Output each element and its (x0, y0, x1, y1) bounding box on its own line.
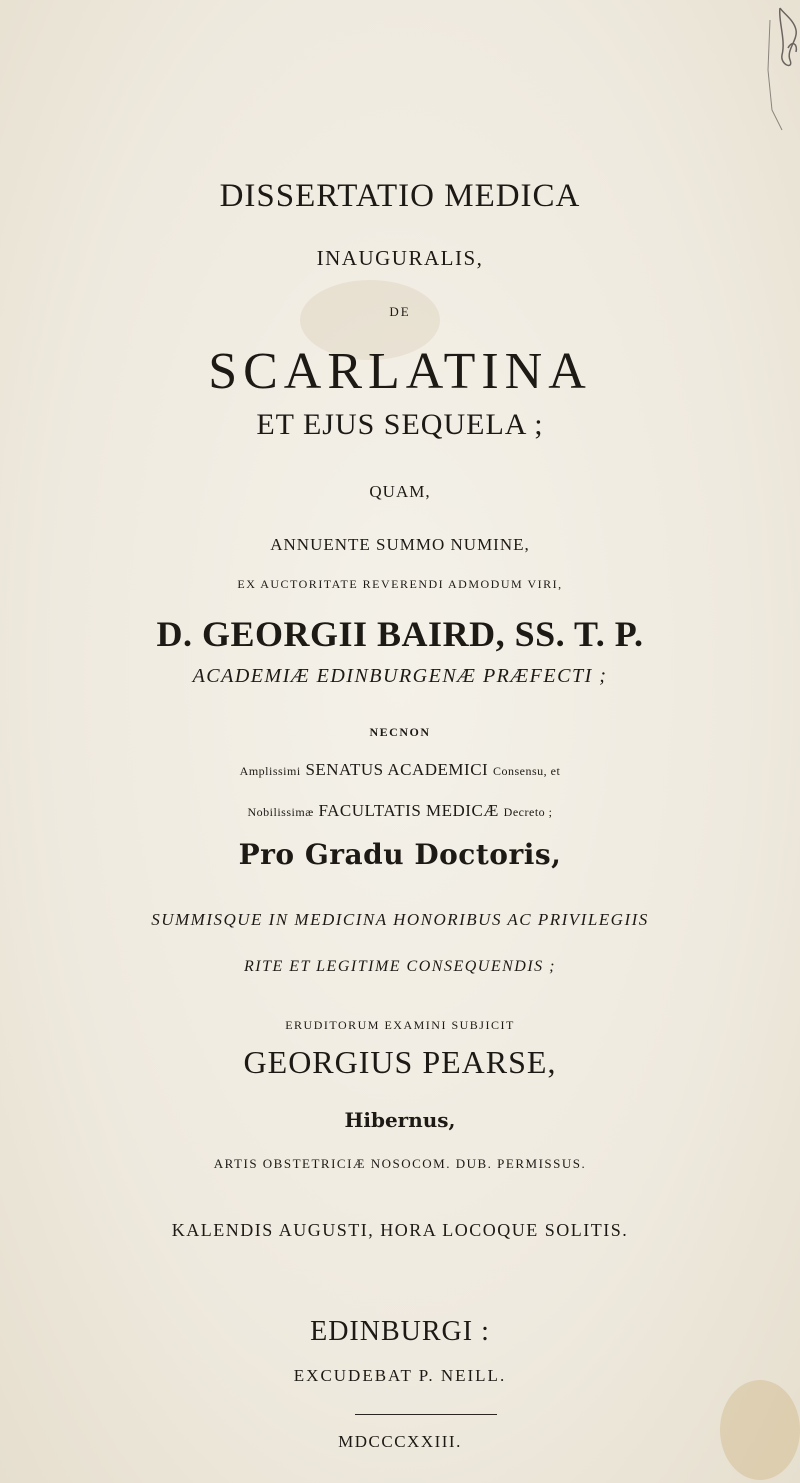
author-name: GEORGIUS PEARSE, (243, 1044, 557, 1080)
facultas-line-part-c: Decreto ; (503, 805, 553, 819)
date-line: KALENDIS AUGUSTI, HORA LOCOQUE SOLITIS. (171, 1220, 629, 1240)
examini-line: ERUDITORUM EXAMINI SUBJICIT (285, 1018, 515, 1032)
paper-stain (720, 1380, 800, 1480)
principal-name: D. GEORGII BAIRD, SS. T. P. (156, 614, 644, 654)
subject-title: SCARLATINA (208, 343, 592, 400)
facultas-line-part-b: FACULTATIS MEDICÆ (318, 801, 499, 820)
academy-line: ACADEMIÆ EDINBURGENÆ PRÆFECTI ; (192, 665, 608, 687)
honoribus-line: SUMMISQUE IN MEDICINA HONORIBUS AC PRIVILEGIIS (151, 910, 649, 929)
annuente-line: ANNUENTE SUMMO NUMINE, (270, 535, 530, 554)
senatus-line-part-c: Consensu, et (492, 764, 561, 778)
dissertation-title: DISSERTATIO MEDICA (219, 178, 581, 214)
quam: QUAM, (369, 482, 431, 501)
margin-pencil-mark (720, 0, 800, 140)
degree-line: Pro Gradu Doctoris, (238, 838, 562, 871)
author-credential: ARTIS OBSTETRICIÆ NOSOCOM. DUB. PERMISSUS. (213, 1156, 587, 1171)
printer: EXCUDEBAT P. NEILL. (293, 1366, 507, 1385)
senatus-line-part-b: SENATUS ACADEMICI (305, 760, 489, 779)
inauguralis: INAUGURALIS, (316, 246, 484, 270)
facultas-line (0, 801, 800, 821)
de: DE (389, 304, 411, 319)
place-of-printing: EDINBURGI : (310, 1316, 490, 1347)
publication-year: MDCCCXXIII. (338, 1432, 462, 1451)
imprint-divider (355, 1414, 497, 1415)
senatus-line-part-a: Amplissimi (239, 764, 301, 778)
necnon: NECNON (369, 725, 431, 739)
facultas-line-part-a: Nobilissimæ (247, 805, 314, 819)
auctoritate-line: EX AUCTORITATE REVERENDI ADMODUM VIRI, (237, 577, 563, 591)
subject-subtitle: ET EJUS SEQUELA ; (256, 408, 544, 441)
consequendis-line: RITE ET LEGITIME CONSEQUENDIS ; (244, 958, 556, 975)
author-origin: Hibernus, (344, 1108, 456, 1132)
senatus-line (0, 760, 800, 780)
